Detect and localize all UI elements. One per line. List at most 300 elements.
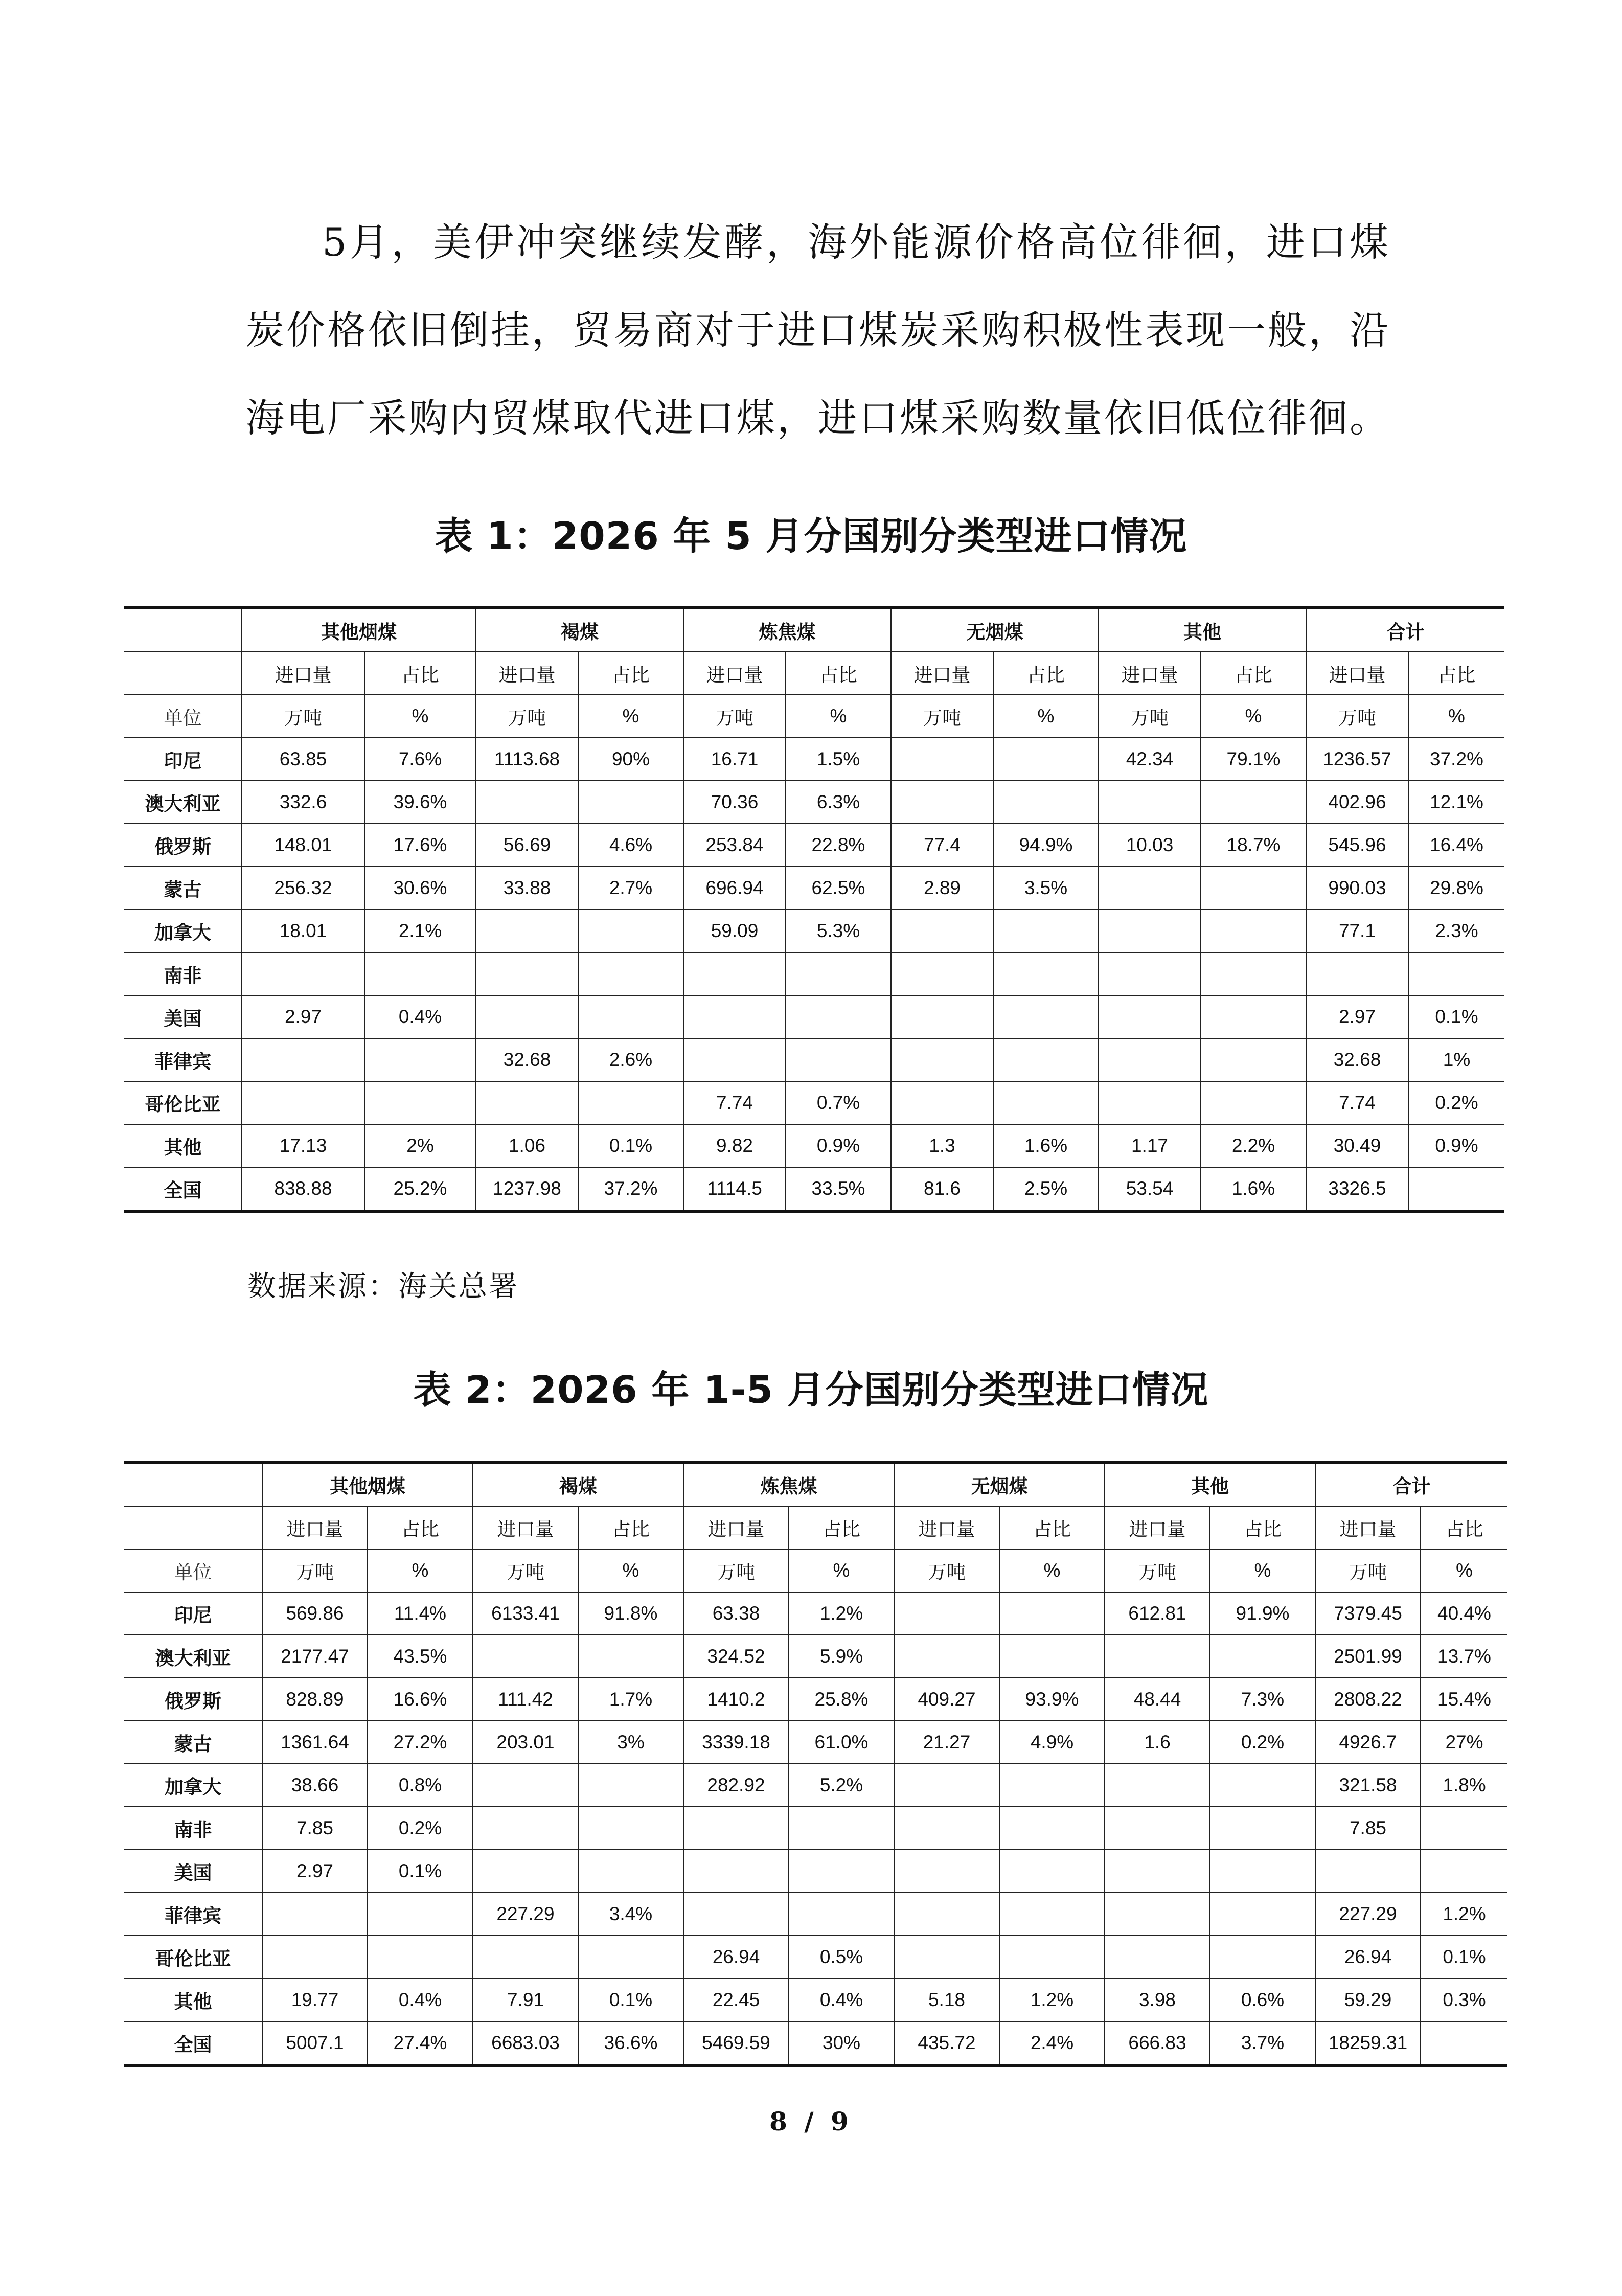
sub-header: 占比 (1210, 1506, 1315, 1549)
unit-cell: % (786, 695, 891, 738)
table-cell: 253.84 (683, 824, 786, 867)
table-cell: 828.89 (262, 1678, 368, 1721)
sub-header: 占比 (368, 1506, 473, 1549)
table-cell: 282.92 (683, 1764, 789, 1807)
table-cell: 3.5% (993, 867, 1099, 910)
table-cell (1099, 867, 1201, 910)
table-cell: 27.4% (368, 2021, 473, 2065)
table-cell (1315, 1850, 1421, 1893)
table-cell: 27.2% (368, 1721, 473, 1764)
table-row (124, 824, 1504, 867)
table-cell: 111.42 (473, 1678, 578, 1721)
row-label: 全国 (124, 2021, 262, 2065)
table-cell: 59.09 (683, 910, 786, 952)
table-cell: 30.6% (364, 867, 476, 910)
unit-cell: % (364, 695, 476, 738)
table-cell: 227.29 (473, 1893, 578, 1936)
sub-header: 占比 (364, 652, 476, 695)
table-cell (1210, 1635, 1315, 1678)
table-cell (786, 952, 891, 995)
table-cell (476, 995, 578, 1038)
unit-cell: % (578, 1549, 683, 1592)
table-cell: 0.2% (1408, 1081, 1504, 1124)
row-label: 蒙古 (124, 867, 242, 910)
row-label: 澳大利亚 (124, 1635, 262, 1678)
table-cell (476, 781, 578, 824)
table-cell: 63.85 (242, 738, 364, 781)
table-cell: 0.2% (368, 1807, 473, 1850)
table-cell: 94.9% (993, 824, 1099, 867)
table-cell (1105, 1807, 1210, 1850)
table-cell: 2.4% (999, 2021, 1105, 2065)
group-header: 无烟煤 (891, 608, 1099, 652)
table-cell: 5.18 (894, 1979, 999, 2021)
table-row (124, 1124, 1504, 1167)
sub-header: 进口量 (242, 652, 364, 695)
sub-header: 占比 (578, 652, 683, 695)
table-cell: 0.6% (1210, 1979, 1315, 2021)
unit-cell: % (578, 695, 683, 738)
table-cell: 27% (1421, 1721, 1507, 1764)
group-header: 合计 (1306, 608, 1504, 652)
sub-header: 进口量 (1315, 1506, 1421, 1549)
unit-cell: % (789, 1549, 894, 1592)
table-cell (1408, 952, 1504, 995)
row-label: 哥伦比亚 (124, 1936, 262, 1979)
table-cell: 38.66 (262, 1764, 368, 1807)
table-cell (993, 910, 1099, 952)
table-cell: 22.8% (786, 824, 891, 867)
table-cell: 332.6 (242, 781, 364, 824)
group-header: 其他 (1099, 608, 1306, 652)
table1 (124, 606, 1504, 1213)
table-cell (476, 910, 578, 952)
sub-header: 占比 (1201, 652, 1306, 695)
table-cell: 3.98 (1105, 1979, 1210, 2021)
table-cell (999, 1893, 1105, 1936)
table-cell (578, 1764, 683, 1807)
unit-cell: % (993, 695, 1099, 738)
table-cell: 26.94 (1315, 1936, 1421, 1979)
table-cell (993, 1038, 1099, 1081)
table-cell (1201, 995, 1306, 1038)
sub-header: 进口量 (891, 652, 993, 695)
table-cell: 16.4% (1408, 824, 1504, 867)
unit-cell: 万吨 (473, 1549, 578, 1592)
table-cell: 3339.18 (683, 1721, 789, 1764)
table-cell: 18.01 (242, 910, 364, 952)
table-cell: 30.49 (1306, 1124, 1408, 1167)
table-row (124, 781, 1504, 824)
table-cell: 7.85 (1315, 1807, 1421, 1850)
sub-header: 占比 (786, 652, 891, 695)
table-cell (1105, 1936, 1210, 1979)
table-cell: 7.6% (364, 738, 476, 781)
table-row (124, 2021, 1507, 2065)
table-cell: 324.52 (683, 1635, 789, 1678)
table-row (124, 738, 1504, 781)
row-label: 南非 (124, 952, 242, 995)
table-cell (1421, 1807, 1507, 1850)
table-cell: 6133.41 (473, 1592, 578, 1635)
table-cell (364, 952, 476, 995)
table-cell (894, 1893, 999, 1936)
corner-cell (124, 652, 242, 695)
table-cell: 33.5% (786, 1167, 891, 1211)
table-cell: 0.1% (578, 1124, 683, 1167)
unit-cell: 万吨 (1315, 1549, 1421, 1592)
table-cell: 1237.98 (476, 1167, 578, 1211)
table-cell (1306, 952, 1408, 995)
table-cell (262, 1893, 368, 1936)
unit-cell: 万吨 (262, 1549, 368, 1592)
table-cell (1099, 995, 1201, 1038)
table-cell: 3% (578, 1721, 683, 1764)
table-cell: 25.8% (789, 1678, 894, 1721)
table-row (124, 910, 1504, 952)
table-cell: 2.6% (578, 1038, 683, 1081)
table-cell: 19.77 (262, 1979, 368, 2021)
table-cell (578, 952, 683, 995)
table-cell (1408, 1167, 1504, 1211)
table-cell: 79.1% (1201, 738, 1306, 781)
table-cell (1099, 1038, 1201, 1081)
group-header: 其他烟煤 (262, 1462, 473, 1506)
table-cell: 37.2% (1408, 738, 1504, 781)
table-cell: 0.2% (1210, 1721, 1315, 1764)
table-cell (1210, 1893, 1315, 1936)
table-cell: 56.69 (476, 824, 578, 867)
unit-cell: 万吨 (1099, 695, 1201, 738)
table-cell (1099, 952, 1201, 995)
table-cell: 22.45 (683, 1979, 789, 2021)
table-cell (894, 1850, 999, 1893)
table-cell (683, 1807, 789, 1850)
table-cell: 256.32 (242, 867, 364, 910)
table-cell: 70.36 (683, 781, 786, 824)
table-cell: 0.1% (368, 1850, 473, 1893)
table-cell (891, 910, 993, 952)
table-row (124, 1850, 1507, 1893)
table-cell: 16.71 (683, 738, 786, 781)
row-label: 南非 (124, 1807, 262, 1850)
group-header: 褐煤 (473, 1462, 683, 1506)
table-cell (891, 995, 993, 1038)
table-row (124, 1936, 1507, 1979)
table-cell (364, 1038, 476, 1081)
table-cell (789, 1850, 894, 1893)
table-cell: 1% (1408, 1038, 1504, 1081)
table-cell (473, 1807, 578, 1850)
unit-cell: 万吨 (1306, 695, 1408, 738)
table-cell: 30% (789, 2021, 894, 2065)
corner-cell (124, 1462, 262, 1506)
table-cell (1201, 1038, 1306, 1081)
table-cell (683, 1850, 789, 1893)
table-cell: 227.29 (1315, 1893, 1421, 1936)
table-cell (999, 1850, 1105, 1893)
sub-header: 占比 (993, 652, 1099, 695)
unit-cell: 万吨 (683, 695, 786, 738)
table-cell: 666.83 (1105, 2021, 1210, 2065)
table-cell: 43.5% (368, 1635, 473, 1678)
table-row (124, 1635, 1507, 1678)
table-cell: 1410.2 (683, 1678, 789, 1721)
unit-cell: 万吨 (683, 1549, 789, 1592)
table-cell: 5469.59 (683, 2021, 789, 2065)
table-cell (473, 1635, 578, 1678)
table-cell: 612.81 (1105, 1592, 1210, 1635)
intro-paragraph: 5月，美伊冲突继续发酵，海外能源价格高位徘徊，进口煤炭价格依旧倒挂，贸易商对于进口煤炭采购积极性表现一般，沿海电厂采购内贸煤取代进口煤，进口煤采购数量依旧低位徘徊。 (245, 219, 1390, 441)
table-cell: 1.2% (999, 1979, 1105, 2021)
table-cell: 39.6% (364, 781, 476, 824)
table-row (124, 1893, 1507, 1936)
table-cell (1105, 1635, 1210, 1678)
table-cell: 91.8% (578, 1592, 683, 1635)
table-cell: 32.68 (476, 1038, 578, 1081)
table-cell: 5.2% (789, 1764, 894, 1807)
table-cell (1210, 1850, 1315, 1893)
table-cell (1421, 2021, 1507, 2065)
table-cell: 18259.31 (1315, 2021, 1421, 2065)
table-row (124, 1807, 1507, 1850)
sub-header: 占比 (1421, 1506, 1507, 1549)
table-cell (891, 1081, 993, 1124)
table-cell: 1.6% (1201, 1167, 1306, 1211)
table-cell: 0.9% (1408, 1124, 1504, 1167)
group-header: 炼焦煤 (683, 608, 891, 652)
unit-cell: 万吨 (891, 695, 993, 738)
table-cell (891, 1038, 993, 1081)
unit-label: 单位 (124, 1549, 262, 1592)
table-cell: 1.3 (891, 1124, 993, 1167)
sub-header: 进口量 (473, 1506, 578, 1549)
table-cell: 10.03 (1099, 824, 1201, 867)
table-cell (891, 781, 993, 824)
row-label: 其他 (124, 1979, 262, 2021)
table-cell: 13.7% (1421, 1635, 1507, 1678)
row-label: 蒙古 (124, 1721, 262, 1764)
table-cell (473, 1764, 578, 1807)
table-cell: 36.6% (578, 2021, 683, 2065)
table2 (124, 1461, 1507, 2067)
table-cell (578, 1936, 683, 1979)
table-cell: 91.9% (1210, 1592, 1315, 1635)
table-row (124, 1592, 1507, 1635)
sub-header: 进口量 (683, 1506, 789, 1549)
table-row (124, 1979, 1507, 2021)
row-label: 哥伦比亚 (124, 1081, 242, 1124)
table-cell: 1113.68 (476, 738, 578, 781)
table-cell (364, 1081, 476, 1124)
table-cell: 321.58 (1315, 1764, 1421, 1807)
table-cell (993, 1081, 1099, 1124)
sub-header: 进口量 (1306, 652, 1408, 695)
table-cell (242, 952, 364, 995)
row-label: 印尼 (124, 1592, 262, 1635)
unit-cell: % (1201, 695, 1306, 738)
table-cell: 1236.57 (1306, 738, 1408, 781)
table-cell (1201, 781, 1306, 824)
table-cell (578, 1081, 683, 1124)
table-cell (476, 952, 578, 995)
table-cell (1201, 910, 1306, 952)
table-cell: 0.3% (1421, 1979, 1507, 2021)
table-cell: 37.2% (578, 1167, 683, 1211)
table-cell: 48.44 (1105, 1678, 1210, 1721)
table-cell (1099, 1081, 1201, 1124)
table-cell: 25.2% (364, 1167, 476, 1211)
row-label: 俄罗斯 (124, 824, 242, 867)
table-row (124, 1721, 1507, 1764)
table-cell: 26.94 (683, 1936, 789, 1979)
table-cell: 1.6% (993, 1124, 1099, 1167)
table-row (124, 952, 1504, 995)
table-cell (368, 1893, 473, 1936)
table-cell: 3326.5 (1306, 1167, 1408, 1211)
table-cell: 0.1% (1421, 1936, 1507, 1979)
table-cell: 9.82 (683, 1124, 786, 1167)
table-cell: 2177.47 (262, 1635, 368, 1678)
table-cell: 1.2% (789, 1592, 894, 1635)
data-source-note: 数据来源：海关总署 (247, 1270, 519, 1303)
table-cell (1099, 910, 1201, 952)
table-cell: 5.9% (789, 1635, 894, 1678)
table-cell (999, 1764, 1105, 1807)
table-cell (476, 1081, 578, 1124)
table-cell (1210, 1764, 1315, 1807)
table-cell: 545.96 (1306, 824, 1408, 867)
row-label: 美国 (124, 995, 242, 1038)
table-cell: 7.91 (473, 1979, 578, 2021)
table-cell (894, 1936, 999, 1979)
table-cell (1105, 1764, 1210, 1807)
table-cell: 1.6 (1105, 1721, 1210, 1764)
table-row (124, 1081, 1504, 1124)
group-header: 炼焦煤 (683, 1462, 894, 1506)
table-cell: 696.94 (683, 867, 786, 910)
unit-cell: 万吨 (1105, 1549, 1210, 1592)
table-cell: 2.3% (1408, 910, 1504, 952)
table-cell: 838.88 (242, 1167, 364, 1211)
group-header: 合计 (1315, 1462, 1507, 1506)
table-cell (1421, 1850, 1507, 1893)
group-header: 褐煤 (476, 608, 683, 652)
table-cell: 569.86 (262, 1592, 368, 1635)
table-cell (786, 995, 891, 1038)
table-cell: 3.4% (578, 1893, 683, 1936)
unit-row (124, 1549, 1507, 1592)
table-cell: 93.9% (999, 1678, 1105, 1721)
table-cell: 2% (364, 1124, 476, 1167)
table-cell: 59.29 (1315, 1979, 1421, 2021)
table-cell (683, 1893, 789, 1936)
table-cell: 0.4% (368, 1979, 473, 2021)
row-label: 俄罗斯 (124, 1678, 262, 1721)
table-cell (473, 1850, 578, 1893)
table2-caption: 表 2：2026 年 1-5 月分国别分类型进口情况 (413, 1368, 1209, 1412)
table-cell: 7.3% (1210, 1678, 1315, 1721)
table-cell: 409.27 (894, 1678, 999, 1721)
sub-header: 进口量 (894, 1506, 999, 1549)
table-cell: 1361.64 (262, 1721, 368, 1764)
table-cell (1210, 1807, 1315, 1850)
table-cell: 435.72 (894, 2021, 999, 2065)
table-row (124, 1678, 1507, 1721)
table-cell (578, 1635, 683, 1678)
group-header: 无烟煤 (894, 1462, 1105, 1506)
table-cell (993, 738, 1099, 781)
table-cell: 2.7% (578, 867, 683, 910)
table-cell (894, 1635, 999, 1678)
table-cell: 4.9% (999, 1721, 1105, 1764)
table-cell: 990.03 (1306, 867, 1408, 910)
table-cell: 4926.7 (1315, 1721, 1421, 1764)
table-cell (473, 1936, 578, 1979)
table-cell: 33.88 (476, 867, 578, 910)
table-cell: 15.4% (1421, 1678, 1507, 1721)
unit-label: 单位 (124, 695, 242, 738)
row-label: 全国 (124, 1167, 242, 1211)
table-cell: 2.89 (891, 867, 993, 910)
sub-header-row (124, 1506, 1507, 1549)
table-cell: 42.34 (1099, 738, 1201, 781)
table-cell: 2.97 (1306, 995, 1408, 1038)
table-cell: 1.5% (786, 738, 891, 781)
group-header: 其他 (1105, 1462, 1315, 1506)
table-cell (683, 1038, 786, 1081)
table-cell: 7379.45 (1315, 1592, 1421, 1635)
table-cell: 1114.5 (683, 1167, 786, 1211)
table-cell (993, 952, 1099, 995)
table-cell (999, 1592, 1105, 1635)
table-cell (262, 1936, 368, 1979)
table-cell (993, 995, 1099, 1038)
table-cell: 402.96 (1306, 781, 1408, 824)
table-cell: 2.2% (1201, 1124, 1306, 1167)
unit-cell: % (1408, 695, 1504, 738)
table-cell (578, 910, 683, 952)
table-cell: 0.4% (789, 1979, 894, 2021)
row-label: 加拿大 (124, 910, 242, 952)
table-cell: 11.4% (368, 1592, 473, 1635)
table-cell (894, 1592, 999, 1635)
table-cell: 77.1 (1306, 910, 1408, 952)
table-cell: 16.6% (368, 1678, 473, 1721)
sub-header: 进口量 (1105, 1506, 1210, 1549)
row-label: 菲律宾 (124, 1038, 242, 1081)
table-cell (999, 1635, 1105, 1678)
table-cell (993, 781, 1099, 824)
table-cell: 1.17 (1099, 1124, 1201, 1167)
table-cell (891, 952, 993, 995)
table-cell: 7.74 (683, 1081, 786, 1124)
table-cell (891, 738, 993, 781)
table-cell: 1.7% (578, 1678, 683, 1721)
table-cell (578, 995, 683, 1038)
table-cell (242, 1081, 364, 1124)
table-cell (578, 1807, 683, 1850)
table-cell: 81.6 (891, 1167, 993, 1211)
table1-caption: 表 1：2026 年 5 月分国别分类型进口情况 (435, 514, 1187, 558)
sub-header: 进口量 (476, 652, 578, 695)
table-cell: 17.13 (242, 1124, 364, 1167)
table-cell (1105, 1893, 1210, 1936)
row-label: 印尼 (124, 738, 242, 781)
corner-cell (124, 608, 242, 652)
table-cell: 40.4% (1421, 1592, 1507, 1635)
row-label: 澳大利亚 (124, 781, 242, 824)
